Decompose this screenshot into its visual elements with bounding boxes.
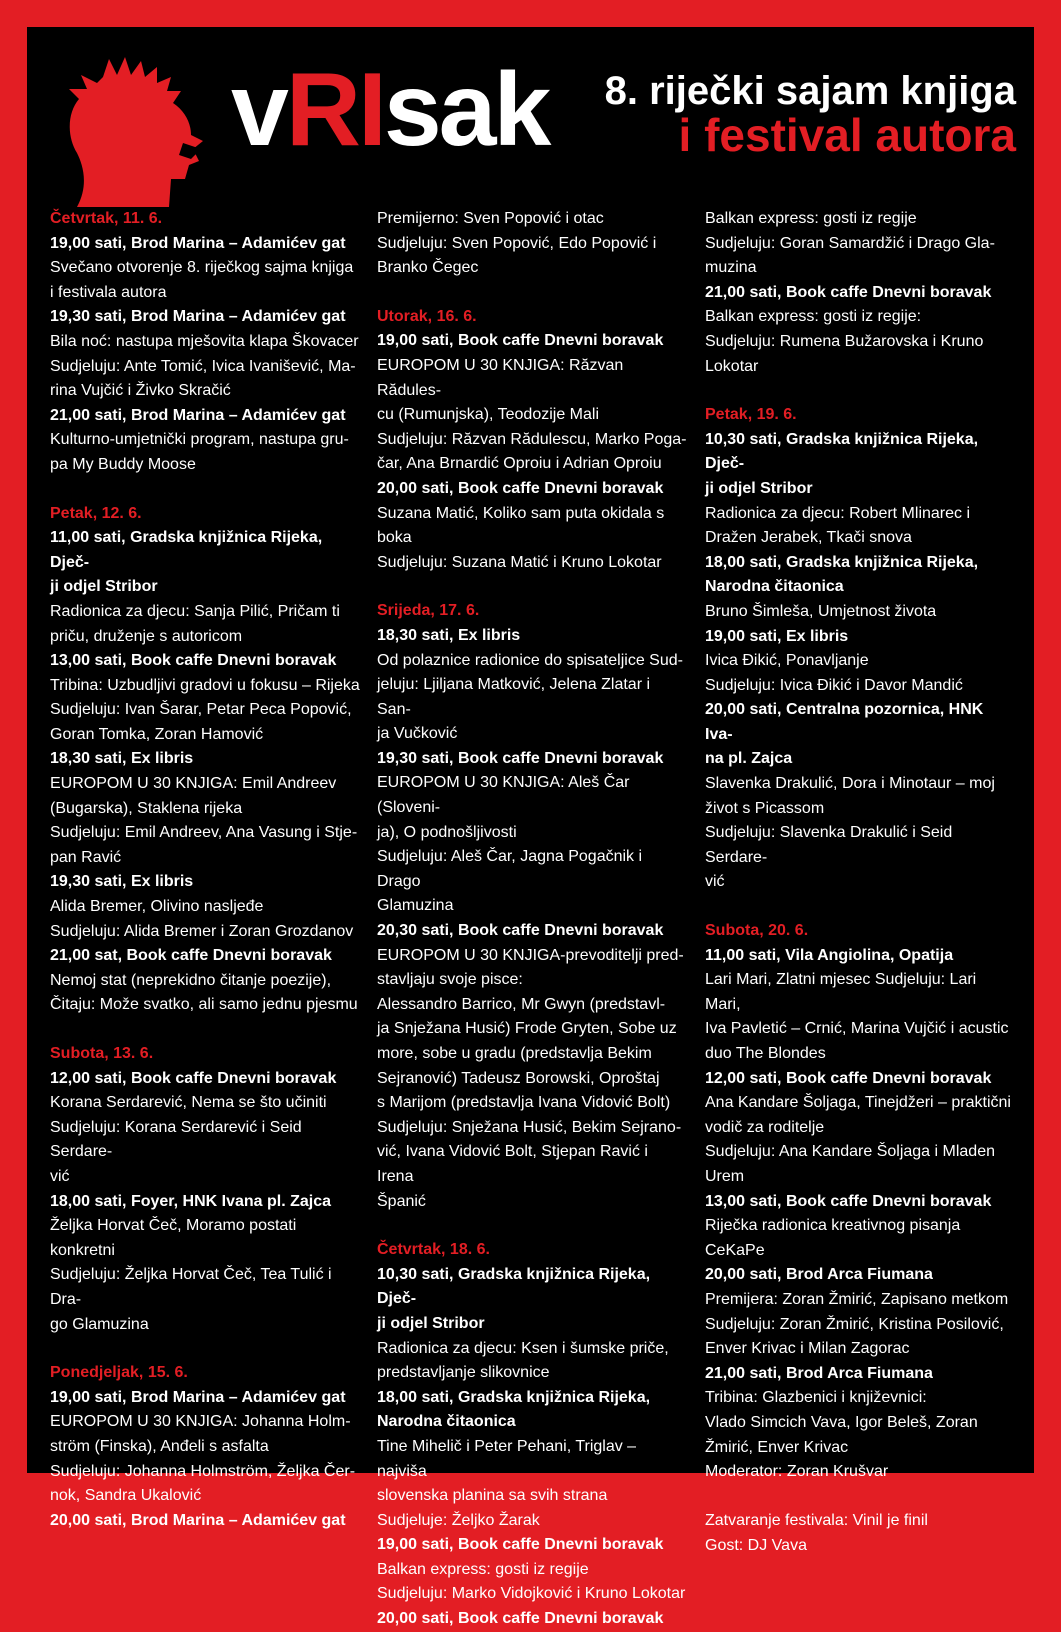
event-detail: vić, Ivana Vidović Bolt, Stjepan Ravić i Irena: [377, 1143, 648, 1185]
schedule-column-2: [377, 207, 687, 1632]
event-detail: Nemoj stat (neprekidno čitanje poezije),: [50, 971, 332, 989]
event-detail: i festivala autora: [50, 283, 167, 301]
event-detail: predstavljanje slikovnice: [377, 1364, 550, 1382]
event-time-venue: 20,30 sati, Book caffe Dnevni boravak: [377, 922, 664, 940]
event-detail: Urem: [705, 1167, 745, 1185]
event-detail: Bruno Šimleša, Umjetnost života: [705, 602, 937, 620]
event-detail: Sudjeluju: Aleš Čar, Jagna Pogačnik i Drago: [377, 848, 643, 890]
event-detail: Sudjeluje: Željko Žarak: [377, 1511, 540, 1529]
event-time-venue: 18,00 sati, Gradska knjižnica Rijeka,: [705, 553, 979, 571]
event-detail: vodič za roditelje: [705, 1118, 825, 1136]
event-detail: Svečano otvorenje 8. riječkog sajma knjiga: [50, 259, 354, 277]
event-detail: Premijerno: Sven Popović i otac: [377, 210, 604, 227]
event-detail: priču, druženje s autoricom: [50, 627, 243, 645]
event-detail: Ana Kandare Šoljaga, Tinejdžeri – praktični: [705, 1094, 1011, 1112]
event-time-venue: 19,30 sati, Book caffe Dnevni boravak: [377, 749, 664, 767]
event-detail: Iva Pavletić – Crnić, Marina Vujčić i acustic: [705, 1020, 1009, 1038]
event-detail: duo The Blondes: [705, 1045, 826, 1062]
event-detail: Sudjeluju: Răzvan Rădulescu, Marko Poga-: [377, 430, 687, 448]
event-time-venue: 13,00 sati, Book caffe Dnevni boravak: [50, 652, 337, 670]
event-detail: Alida Bremer, Olivino nasljeđe: [50, 898, 264, 916]
event-detail: Sudjeluju: Sven Popović, Edo Popović i: [377, 234, 657, 252]
event-detail: Sudjeluju: Zoran Žmirić, Kristina Posilović,: [705, 1315, 1004, 1333]
event-detail: EUROPOM U 30 KNJIGA: Johanna Holm-: [50, 1413, 351, 1431]
event-time-venue: 19,00 sati, Book caffe Dnevni boravak: [377, 332, 664, 350]
poster-body: [27, 27, 1034, 1628]
event-detail: Sudjeluju: Ivan Šarar, Petar Peca Popović,: [50, 701, 352, 719]
event-detail: Lokotar: [705, 357, 759, 375]
event-detail: Korana Serdarević, Nema se što učiniti: [50, 1094, 327, 1112]
event-detail: pa My Buddy Moose: [50, 455, 196, 473]
event-detail: Alessandro Barrico, Mr Gwyn (predstavl-: [377, 995, 666, 1013]
day-heading: Subota, 13. 6.: [50, 1045, 154, 1062]
event-detail: muzina: [705, 259, 757, 277]
event-detail: Sudjeluju: Željka Horvat Čeč, Tea Tulić i Dra-: [50, 1266, 332, 1308]
screaming-head-icon: [53, 57, 213, 207]
event-detail: nok, Sandra Ukalović: [50, 1487, 202, 1505]
event-time-venue: 19,00 sati, Ex libris: [705, 627, 849, 645]
event-time-venue: 11,00 sati, Gradska knjižnica Rijeka, Dječ-: [50, 529, 323, 571]
event-time-venue: 19,30 sati, Brod Marina – Adamićev gat: [50, 308, 346, 326]
event-detail: Sudjeluju: Johanna Holmström, Željka Čer-: [50, 1462, 356, 1480]
event-detail: jeluju: Ljiljana Matković, Jelena Zlatar i San-: [377, 676, 651, 718]
event-detail: Tine Mihelič i Peter Pehani, Triglav – najviša: [377, 1437, 637, 1480]
event-time-venue: Narodna čitaonica: [705, 578, 844, 596]
spacer: [705, 1485, 1015, 1510]
event-detail: pan Ravić: [50, 848, 122, 866]
logo-part2: RI: [285, 52, 384, 168]
event-detail: Sudjeluju: Suzana Matić i Kruno Lokotar: [377, 553, 662, 571]
event-detail: Sudjeluju: Alida Bremer i Zoran Grozdanov: [50, 922, 354, 940]
event-time-venue: 18,00 sati, Gradska knjižnica Rijeka,: [377, 1388, 651, 1406]
event-detail: Slavenka Drakulić, Dora i Minotaur – moj: [705, 775, 995, 793]
event-detail: EUROPOM U 30 KNJIGA-prevoditelji pred-: [377, 946, 684, 964]
event-detail: život s Picassom: [705, 799, 825, 817]
event-detail: Željka Horvat Čeč, Moramo postati konkretni: [50, 1217, 297, 1259]
event-detail: slovenska planina sa svih strana: [377, 1487, 608, 1505]
event-time-venue: 10,30 sati, Gradska knjižnica Rijeka, Dječ-: [705, 430, 979, 473]
schedule-column-1: [50, 207, 360, 1533]
event-time-venue: 20,00 sati, Brod Marina – Adamićev gat: [50, 1511, 346, 1529]
event-detail: Sudjeluju: Goran Samardžić i Drago Gla-: [705, 234, 995, 252]
event-detail: Radionica za djecu: Sanja Pilić, Pričam ti: [50, 602, 340, 620]
event-detail: Tribina: Glazbenici i književnici:: [705, 1389, 927, 1407]
event-time-venue: ji odjel Stribor: [377, 1314, 485, 1332]
event-detail: Od polaznice radionice do spisateljice Sud-: [377, 651, 683, 669]
event-detail: ja), O podnošljivosti: [377, 823, 517, 841]
event-detail: Kulturno-umjetnički program, nastupa gru-: [50, 431, 349, 449]
day-heading: Petak, 19. 6.: [705, 406, 797, 424]
event-detail: Žmirić, Enver Krivac: [705, 1438, 849, 1456]
event-detail: Premijera: Zoran Žmirić, Zapisano metkom: [705, 1290, 1009, 1308]
event-detail: Balkan express: gosti iz regije: [377, 1560, 589, 1578]
event-time-venue: 11,00 sati, Vila Angiolina, Opatija: [705, 946, 954, 964]
event-detail: Zatvaranje festivala: Vinil je finil: [705, 1512, 928, 1530]
event-detail: Sudjeluju: Korana Serdarević i Seid Serdare-: [50, 1118, 302, 1161]
event-detail: Enver Krivac i Milan Zagorac: [705, 1340, 910, 1358]
event-time-venue: 21,00 sat, Book caffe Dnevni boravak: [50, 947, 332, 965]
event-detail: Sudjeluju: Snježana Husić, Bekim Sejrano-: [377, 1118, 682, 1136]
event-detail: rina Vujčić i Živko Skračić: [50, 382, 231, 400]
event-detail: Sudjeluju: Slavenka Drakulić i Seid Serdare-: [705, 824, 953, 866]
event-detail: Sudjeluju: Ante Tomić, Ivica Ivanišević, Ma-: [50, 357, 356, 375]
event-detail: čar, Ana Brnardić Oproiu i Adrian Oproiu: [377, 455, 662, 473]
day-heading: Ponedjeljak, 15. 6.: [50, 1364, 188, 1382]
day-heading: Petak, 12. 6.: [50, 504, 142, 522]
event-time-venue: 13,00 sati, Book caffe Dnevni boravak: [705, 1192, 992, 1210]
event-time-venue: 20,00 sati, Brod Arca Fiumana: [705, 1266, 933, 1284]
event-time-venue: 10,30 sati, Gradska knjižnica Rijeka, Dječ-: [377, 1265, 651, 1308]
event-detail: ström (Finska), Anđeli s asfalta: [50, 1437, 269, 1455]
event-detail: Radionica za djecu: Robert Mlinarec i: [705, 504, 971, 522]
event-detail: Sejranović) Tadeusz Borowski, Oproštaj: [377, 1069, 660, 1087]
event-time-venue: 18,00 sati, Foyer, HNK Ivana pl. Zajca: [50, 1192, 332, 1210]
event-detail: Dražen Jerabek, Tkači snova: [705, 529, 912, 547]
event-detail: vić: [705, 873, 725, 891]
subtitle: [604, 69, 1016, 161]
day-heading: Utorak, 16. 6.: [377, 307, 477, 325]
logo-part1: v: [231, 52, 286, 168]
event-detail: more, sobe u gradu (predstavlja Bekim: [377, 1045, 652, 1062]
logo: [231, 45, 548, 175]
event-time-venue: 19,30 sati, Ex libris: [50, 873, 194, 891]
event-detail: Tribina: Uzbudljivi gradovi u fokusu – Rijeka: [50, 676, 360, 694]
event-detail: Moderator: Zoran Krušvar: [705, 1463, 889, 1481]
event-detail: Branko Čegec: [377, 259, 479, 277]
event-detail: Riječka radionica kreativnog pisanja CeKaPe: [705, 1217, 961, 1259]
event-time-venue: 19,00 sati, Brod Marina – Adamićev gat: [50, 234, 346, 252]
event-detail: Suzana Matić, Koliko sam puta okidala s: [377, 504, 665, 522]
event-detail: Radionica za djecu: Ksen i šumske priče,: [377, 1339, 669, 1357]
event-time-venue: 19,00 sati, Book caffe Dnevni boravak: [377, 1536, 664, 1554]
event-detail: stavljaju svoje pisce:: [377, 971, 523, 989]
event-detail: Sudjeluju: Rumena Bužarovska i Kruno: [705, 332, 984, 350]
event-time-venue: 20,00 sati, Book caffe Dnevni boravak: [377, 479, 664, 497]
event-detail: Glamuzina: [377, 897, 454, 915]
schedule-column-3: [705, 207, 1015, 1558]
logo-part3: sak: [383, 52, 549, 168]
event-detail: Ivica Đikić, Ponavljanje: [705, 652, 869, 670]
event-detail: ja Vučković: [377, 725, 458, 743]
event-detail: boka: [377, 529, 412, 547]
day-heading: Subota, 20. 6.: [705, 922, 809, 940]
day-heading: Četvrtak, 11. 6.: [50, 210, 163, 227]
event-detail: ja Snježana Husić) Frode Gryten, Sobe uz: [377, 1020, 677, 1038]
event-time-venue: 21,00 sati, Book caffe Dnevni boravak: [705, 283, 992, 301]
event-time-venue: 12,00 sati, Book caffe Dnevni boravak: [50, 1069, 337, 1087]
event-detail: Gost: DJ Vava: [705, 1536, 807, 1554]
event-detail: Goran Tomka, Zoran Hamović: [50, 725, 264, 743]
subtitle-line1: 8. riječki sajam knjiga: [604, 69, 1016, 113]
event-time-venue: 19,00 sati, Brod Marina – Adamićev gat: [50, 1388, 346, 1406]
event-detail: Španić: [377, 1192, 426, 1210]
event-time-venue: 20,00 sati, Centralna pozornica, HNK Iva-: [705, 701, 984, 743]
event-detail: Sudjeluju: Marko Vidojković i Kruno Lokotar: [377, 1585, 686, 1603]
event-detail: Sudjeluju: Emil Andreev, Ana Vasung i Stje-: [50, 824, 358, 842]
event-time-venue: na pl. Zajca: [705, 750, 793, 768]
event-detail: EUROPOM U 30 KNJIGA: Răzvan Rădules-: [377, 356, 624, 399]
day-heading: Četvrtak, 18. 6.: [377, 1241, 490, 1259]
event-detail: Sudjeluju: Ivica Đikić i Davor Mandić: [705, 676, 963, 694]
day-heading: Srijeda, 17. 6.: [377, 602, 480, 620]
event-detail: Sudjeluju: Ana Kandare Šoljaga i Mladen: [705, 1143, 995, 1161]
event-detail: (Bugarska), Staklena rijeka: [50, 799, 243, 817]
event-detail: vić: [50, 1167, 70, 1185]
event-detail: Čitaju: Može svatko, ali samo jednu pjesmu: [50, 996, 358, 1014]
event-time-venue: 12,00 sati, Book caffe Dnevni boravak: [705, 1069, 992, 1087]
event-detail: Vlado Simcich Vava, Igor Beleš, Zoran: [705, 1413, 978, 1431]
event-time-venue: 21,00 sati, Brod Marina – Adamićev gat: [50, 406, 346, 424]
event-time-venue: 18,30 sati, Ex libris: [377, 626, 521, 644]
event-detail: cu (Rumunjska), Teodozije Mali: [377, 406, 600, 424]
event-detail: Balkan express: gosti iz regije: [705, 210, 917, 227]
event-time-venue: ji odjel Stribor: [705, 479, 813, 497]
event-detail: EUROPOM U 30 KNJIGA: Emil Andreev: [50, 775, 337, 793]
event-time-venue: 21,00 sati, Brod Arca Fiumana: [705, 1364, 933, 1382]
event-detail: Balkan express: gosti iz regije:: [705, 308, 922, 326]
subtitle-line2: i festival autora: [678, 109, 1016, 161]
event-detail: go Glamuzina: [50, 1315, 149, 1333]
event-time-venue: 18,30 sati, Ex libris: [50, 750, 194, 768]
event-detail: s Marijom (predstavlja Ivana Vidović Bolt): [377, 1094, 671, 1112]
event-detail: EUROPOM U 30 KNJIGA: Aleš Čar (Sloveni-: [377, 774, 630, 817]
event-time-venue: 20,00 sati, Book caffe Dnevni boravak: [377, 1610, 664, 1628]
event-detail: Lari Mari, Zlatni mjesec Sudjeluju: Lari Mari,: [705, 971, 977, 1013]
header: [27, 27, 1034, 207]
event-time-venue: ji odjel Stribor: [50, 578, 158, 596]
event-detail: Bila noć: nastupa mješovita klapa Škovacer: [50, 332, 359, 350]
event-time-venue: Narodna čitaonica: [377, 1413, 516, 1431]
